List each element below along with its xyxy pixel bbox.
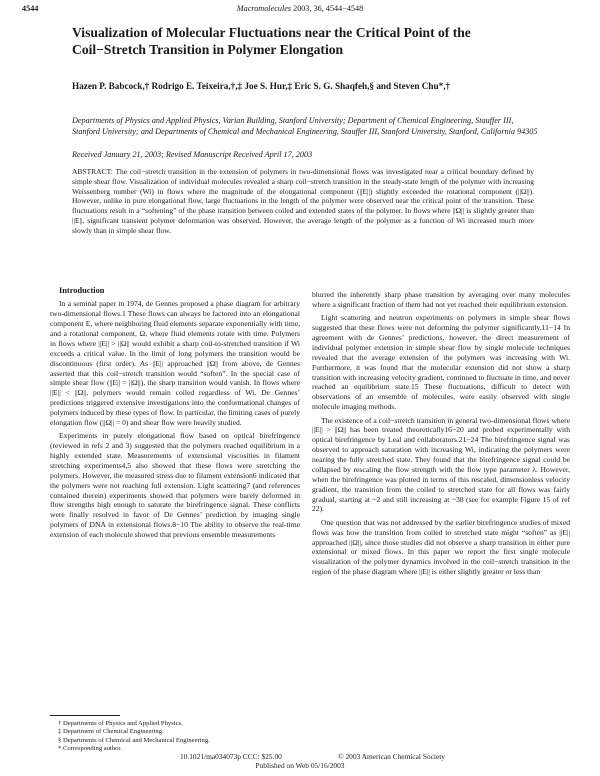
- footnote: * Corresponding author.: [58, 744, 122, 752]
- copyright-line: © 2003 American Chemical Society: [338, 752, 446, 761]
- footnote: ‡ Department of Chemical Engineering.: [58, 728, 164, 736]
- page-number: 4544: [22, 4, 39, 13]
- journal-citation: [22, 4, 578, 13]
- body-paragraph: In a seminal paper in 1974, de Gennes proposed a phase diagram for arbitrary two-dimensional flows.1 These flows can always be factored into an elongational component E, where neighboring fluid elements separate exponentially with time, and a rotational component, Ω, where fluid elements rotate with time. Polymers in flows where ||E|| > ||Ω|| would exhibit a sharp coil-to-stretched transition if Wi exceeds a critical value. In the limit of long polymers the transition would be discontinuous (first order). As ||E|| approached ||Ω|| from above, de Gennes asserted that this coil−stretch transition would “soften”. In the special case of simple shear flow (||E|| = ||Ω||), the sharp transition would vanish. In flows where ||E|| < ||Ω||, polymers would remain coiled regardless of Wi. De Gennes’ predictions triggered extensive investigations into the conformational changes of polymers induced by these types of flow. In particular, the limiting cases of purely elongation flow (||Ω|| = 0) and shear flow were heavily studied.: [50, 299, 300, 427]
- footnotes: [58, 720, 308, 753]
- section-heading-introduction: Introduction: [59, 286, 105, 295]
- journal-name: Macromolecules: [236, 4, 292, 13]
- footnote-divider: [50, 715, 120, 716]
- right-column: [312, 290, 570, 581]
- journal-volume-pages: 2003, 36, 4544−4548: [291, 4, 364, 13]
- article-title: Visualization of Molecular Fluctuations near the Critical Point of the Coil−Stretch Transition in Polymer Elongation: [72, 25, 471, 57]
- footnote: † Departments of Physics and Applied Physics.: [58, 720, 183, 727]
- body-paragraph: The existence of a coil−stretch transition in general two-dimensional flows where ||E|| > ||Ω|| has been treated theoretically16−20 and probed experimentally with optical birefringence by Leal and collaborators.21−24 The birefringence signal was observed to approach saturation with increasing Wi, indicating the polymers were nearing the fully stretched state. They found that the birefringence signal could be collapsed by rescaling the flow strength with the flow type parameter λ. However, when the birefringence was plotted in terms of this rescaled, dimensionless velocity gradient, the transition from the coiled to stretched state for all flows was fairly gradual, starting at ~2 and still increasing at ~38 (see for example Figure 15 of ref 22).: [312, 415, 570, 514]
- running-header: [22, 4, 578, 16]
- left-column: [50, 286, 300, 543]
- abstract: ABSTRACT: The coil−stretch transition in the extension of polymers in two-dimensional flows was investigated near a critical boundary defined by simple shear flow. Visualization of individual molecules revealed a sharp coil−stretch transition in the steady-state length of the polymer with increasing Weissenberg number (Wi) in flows where the magnitude of the elongational component (||E||) slightly exceeded the rotational component (||Ω||). However, unlike in pure elongational flow, large fluctuations in the length of the polymer were observed near the critical point of the transition. These fluctuations result in a “softening” of the phase transition between coiled and extended states of the polymer. In flows where ||Ω|| is slightly greater than ||E||, significant transient polymer deformation was observed. However, the average length of the polymer as a function of Wi increased much more slowly than in simple shear flow.: [72, 167, 534, 235]
- body-paragraph: One question that was not addressed by the earlier birefringence studies of mixed flows was how the transition from coiled to stretched state might “soften” as ||E|| approached ||Ω||, since those studies did not observe a sharp transition in either pure extensional or mixed flows. In this paper we report the first single molecule visualization of the polymer dynamics involved in the coil−stretch transition in the region of the phase diagram where ||E|| is either slightly greater or less than: [312, 517, 570, 577]
- body-paragraph: blurred the inherently sharp phase transition by averaging over many molecules where a significant fraction of them had not yet reached their equilibrium extension.: [312, 290, 570, 309]
- body-paragraph: Light scattering and neutron experiments on polymers in simple shear flows suggested that these flows were not deforming the polymer significantly.11−14 In agreement with de Gennes’ predictions, however, the direct measurement of individual polymer extension in simple shear flow by single molecule techniques revealed that the average extension of the polymers was increasing with Wi. Furthermore, it was found that the molecular extension did not show a sharp transition with increasing velocity gradient, continued to fluctuate in time, and never reached an equilibrium state.15 These fluctuations, difficult to detect with observations of an ensemble of molecules, were easily observed with single molecule imaging methods.: [312, 313, 570, 412]
- body-paragraph: Experiments in purely elongational flow based on optical birefringence (reviewed in refs 2 and 3) suggested that the polymers reached equilibrium in a highly extended state. Measurements of extensional viscosities in filament stretching experiments4,5 also showed that these flows were stretching the polymers. However, the measured stress due to filament extension6 indicated that the polymers were not reaching full extension. Light scattering7 (and references contained therein) experiments showed that polymers were barely deformed in flow strengths high enough to saturate the birefringence signal. These conflicts were finally resolved in favor of De Gennes’ prediction by imaging single polymers of DNA in extensional flows.8−10 The ability to observe the real-time extension of each molecule showed that previous ensemble measurements: [50, 431, 300, 539]
- received-dates: Received January 21, 2003; Revised Manuscript Received April 17, 2003: [72, 150, 313, 159]
- author-list: Hazen P. Babcock,† Rodrigo E. Teixeira,†,‡ Joe S. Hur,‡ Eric S. G. Shaqfeh,§ and Steven Chu*,†: [72, 81, 451, 91]
- published-date: Published on Web 05/16/2003: [255, 761, 345, 770]
- footnote: § Departments of Chemical and Mechanical Engineering.: [58, 736, 210, 744]
- doi-line: 10.1021/ma034073p CCC: $25.00: [180, 752, 282, 761]
- affiliations: Departments of Physics and Applied Physics, Varian Building, Stanford University; Department of Chemical Engineering, Stauffer III, Stanford University; and Departments of Chemical and Mechanical Engineering, Stauffer III, Stanford University, Stanford, California 94305: [72, 116, 538, 136]
